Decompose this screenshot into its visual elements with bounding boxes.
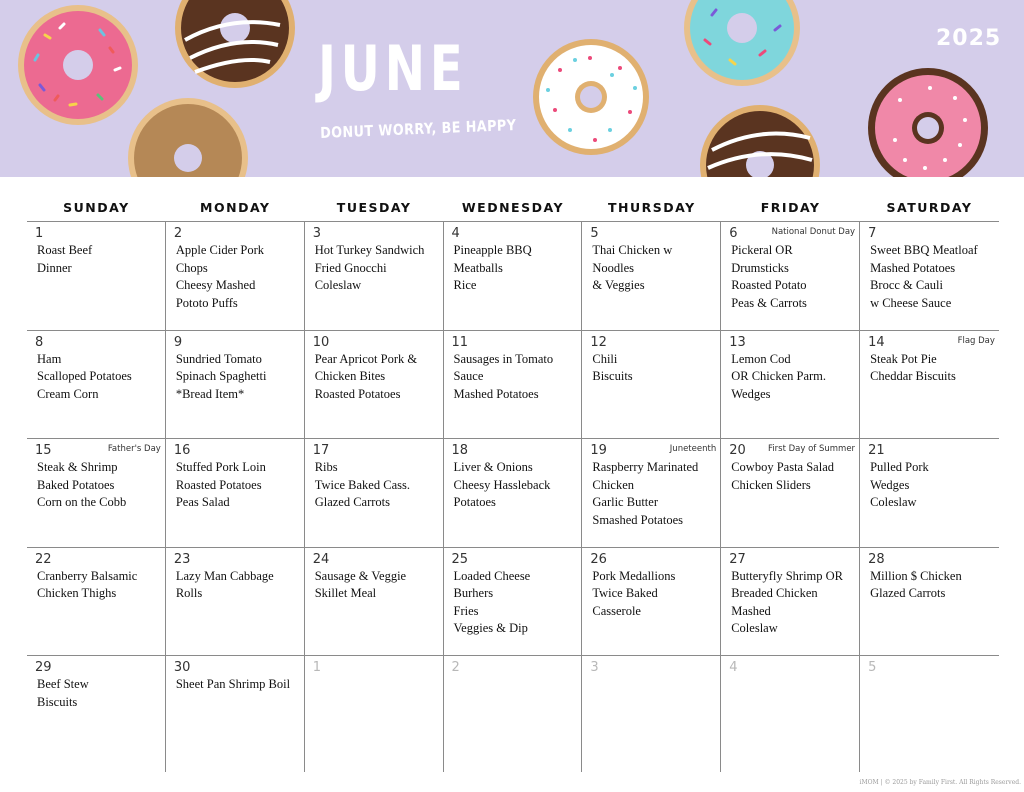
meal-line: Chicken Thighs (37, 586, 117, 601)
meal-line: Cranberry Balsamic (37, 568, 138, 583)
meal-line: Cream Corn (37, 386, 99, 401)
day-number: 12 (590, 334, 607, 350)
day-number: 20 (729, 443, 746, 459)
day-cell (27, 548, 166, 656)
meal-line: Lemon Cod (731, 351, 791, 366)
meal-line: Coleslaw (731, 621, 778, 636)
meal-line: Sausages in Tomato (453, 351, 554, 366)
meal-line: Beef Stew (37, 677, 89, 692)
week-row (27, 331, 999, 440)
day-number: 26 (590, 551, 607, 567)
meal-line: Drumsticks (731, 260, 789, 275)
week-row (27, 548, 999, 657)
meal-line: Mashed (731, 603, 771, 618)
day-number: 4 (451, 226, 460, 241)
day-cell (860, 331, 999, 439)
pink-donut-icon (18, 5, 138, 125)
meal-line: Hot Turkey Sandwich (314, 243, 425, 257)
day-number: 5 (868, 660, 877, 676)
meal-line: Liver & Onions (453, 460, 533, 475)
day-number: 5 (590, 226, 599, 241)
weekday-label: MONDAY (200, 200, 271, 215)
day-number: 14 (868, 334, 885, 350)
meal-line: Wedges (731, 386, 771, 401)
day-number: 29 (35, 660, 52, 676)
day-number: 23 (173, 551, 191, 567)
day-cell (305, 439, 444, 547)
weeks-container (27, 222, 999, 772)
day-cell (582, 331, 721, 439)
day-cell (860, 548, 999, 656)
meal-line: Skillet Meal (314, 586, 377, 601)
day-cell (166, 548, 305, 656)
weekday-label: FRIDAY (760, 200, 821, 215)
day-cell (444, 548, 583, 656)
day-cell (721, 222, 860, 330)
day-number: 18 (451, 443, 469, 459)
meal-line: Butteryfly Shrimp OR (731, 568, 844, 583)
copyright-footer: iMOM | © 2025 by Family First. All Rights Reserved. (859, 779, 1021, 786)
day-cell (721, 656, 860, 772)
meal-line: Thai Chicken w (592, 243, 673, 257)
meal-line: Chops (175, 260, 208, 275)
day-number: 10 (312, 334, 330, 350)
day-number: 17 (312, 443, 330, 459)
meal-line: Corn on the Cobb (37, 495, 127, 510)
meal-line: Meatballs (453, 260, 503, 275)
meal-line: Cheesy Mashed (175, 278, 256, 292)
day-number: 1 (312, 660, 321, 676)
meal-line: Rolls (175, 586, 203, 601)
meal-line: Pickeral OR (731, 243, 793, 257)
meal-line: Sheet Pan Shrimp Boil (175, 677, 291, 692)
day-cell (27, 656, 166, 772)
holiday-label: Juneteenth (669, 444, 717, 455)
day-cell (305, 548, 444, 656)
holiday-label: Flag Day (957, 335, 995, 346)
meal-line: Noodles (592, 260, 635, 275)
meal-line: Rice (453, 278, 477, 292)
meal-line: Casserole (592, 603, 641, 618)
meal-line: Raspberry Marinated (592, 460, 699, 475)
day-cell (721, 439, 860, 547)
meal-line: Roasted Potato (731, 278, 807, 292)
day-number: 25 (451, 551, 469, 567)
day-cell (721, 548, 860, 656)
meal-line: Cheddar Biscuits (870, 369, 956, 384)
day-cell (582, 656, 721, 772)
meal-line: Brocc & Cauli (870, 278, 943, 292)
week-row (27, 656, 999, 772)
meal-line: Loaded Cheese (453, 568, 531, 583)
day-number: 13 (729, 334, 746, 350)
meal-line: Smashed Potatoes (592, 512, 683, 527)
meal-line: Burhers (453, 586, 494, 601)
meal-line: Chili (592, 351, 618, 366)
meal-line: Sweet BBQ Meatloaf (870, 243, 978, 257)
meal-line: Coleslaw (314, 278, 362, 292)
meal-line: Coleslaw (870, 495, 917, 510)
day-cell (27, 331, 166, 439)
meal-line: Biscuits (37, 694, 78, 709)
meal-line: Baked Potatoes (37, 477, 115, 492)
year-label: 2025 (936, 26, 1002, 51)
brown-donut-icon (128, 98, 248, 177)
meal-line: Sauce (453, 369, 484, 384)
meal-line: Potatoes (453, 495, 496, 510)
day-cell (305, 222, 444, 330)
day-cell (582, 439, 721, 547)
day-cell (27, 439, 166, 547)
white-donut-icon (533, 39, 649, 155)
chocolate-donut-icon (175, 0, 295, 88)
meal-line: Cowboy Pasta Salad (731, 460, 834, 475)
meal-line: OR Chicken Parm. (731, 369, 827, 384)
day-cell (166, 331, 305, 439)
day-cell (166, 439, 305, 547)
weekday-header-row (27, 193, 999, 222)
day-number: 19 (590, 443, 607, 459)
day-cell (166, 222, 305, 330)
meal-line: Garlic Butter (592, 495, 658, 510)
meal-line: Roast Beef (37, 243, 93, 257)
day-cell (444, 331, 583, 439)
meal-line: Ribs (314, 460, 338, 475)
holiday-label: First Day of Summer (768, 444, 856, 455)
day-number: 4 (729, 660, 738, 676)
meal-line: Breaded Chicken (731, 586, 818, 601)
meal-line: w Cheese Sauce (870, 295, 952, 310)
day-number: 2 (451, 660, 460, 676)
day-number: 7 (868, 226, 877, 241)
day-cell (27, 222, 166, 330)
meal-line: Twice Baked Cass. (314, 477, 410, 492)
header-banner (0, 0, 1024, 177)
pink-frosted-donut-icon (868, 68, 988, 177)
week-row (27, 439, 999, 548)
teal-donut-icon (684, 0, 800, 86)
meal-line: Apple Cider Pork (175, 243, 265, 257)
meal-line: Steak & Shrimp (37, 460, 118, 475)
meal-line: Twice Baked (592, 586, 658, 601)
meal-line: Mashed Potatoes (870, 260, 956, 275)
day-cell (582, 548, 721, 656)
week-row (27, 222, 999, 331)
meal-line: & Veggies (592, 278, 645, 292)
weekday-label: WEDNESDAY (461, 200, 565, 215)
meal-line: Sausage & Veggie (314, 568, 407, 583)
day-number: 9 (173, 334, 183, 350)
donut-decorations (0, 0, 1024, 177)
day-number: 11 (451, 334, 469, 350)
meal-line: Pineapple BBQ (453, 243, 532, 257)
meal-line: Wedges (870, 477, 910, 492)
day-cell (166, 656, 305, 772)
day-number: 3 (590, 660, 599, 676)
meal-line: Roasted Potatoes (175, 477, 262, 492)
meal-line: Lazy Man Cabbage (175, 568, 274, 583)
meal-line: Pear Apricot Pork & (314, 351, 418, 366)
meal-line: Fries (453, 603, 479, 618)
day-cell (444, 656, 583, 772)
meal-line: Pulled Pork (870, 460, 929, 475)
meal-line: Biscuits (592, 369, 633, 384)
holiday-label: National Donut Day (771, 227, 856, 237)
day-number: 27 (729, 551, 746, 567)
day-number: 8 (35, 334, 44, 350)
meal-line: Ham (37, 351, 62, 366)
weekday-label: SUNDAY (63, 200, 130, 215)
day-number: 16 (173, 443, 191, 459)
weekday-label: TUESDAY (336, 200, 412, 215)
holiday-label: Father's Day (107, 444, 161, 455)
meal-line: Spinach Spaghetti (175, 369, 267, 384)
day-number: 2 (173, 226, 183, 241)
meal-line: Sundried Tomato (175, 351, 262, 366)
meal-line: Glazed Carrots (870, 586, 946, 601)
day-cell (860, 222, 999, 330)
meal-line: Peas Salad (175, 495, 230, 510)
day-number: 3 (312, 226, 321, 241)
meal-line: Mashed Potatoes (453, 386, 539, 401)
day-number: 1 (35, 226, 44, 241)
day-number: 28 (868, 551, 885, 567)
chocolate-striped-donut-icon (700, 105, 820, 177)
meal-line: Pork Medallions (592, 568, 676, 583)
meal-line: Dinner (37, 260, 72, 275)
day-cell (305, 331, 444, 439)
day-number: 22 (35, 551, 52, 567)
meal-line: Roasted Potatoes (314, 386, 401, 401)
meal-line: Chicken (592, 477, 635, 492)
tagline: DONUT WORRY, BE HAPPY (320, 115, 517, 142)
meal-line: Pototo Puffs (175, 295, 238, 310)
day-cell (721, 331, 860, 439)
meal-line: Chicken Bites (314, 369, 386, 384)
meal-line: Stuffed Pork Loin (175, 460, 266, 475)
day-number: 21 (868, 443, 885, 459)
day-cell (444, 222, 583, 330)
month-title: JUNE (318, 32, 468, 105)
weekday-label: THURSDAY (607, 200, 696, 215)
meal-line: Steak Pot Pie (870, 351, 937, 366)
day-number: 24 (312, 551, 330, 567)
calendar-grid (27, 193, 999, 772)
meal-line: Million $ Chicken (870, 568, 962, 583)
day-cell (860, 439, 999, 547)
day-cell (582, 222, 721, 330)
meal-line: Veggies & Dip (453, 621, 528, 636)
meal-line: Fried Gnocchi (314, 260, 387, 275)
day-cell (860, 656, 999, 772)
meal-line: *Bread Item* (175, 386, 245, 401)
meal-line: Chicken Sliders (731, 477, 811, 492)
meal-line: Glazed Carrots (314, 495, 391, 510)
meal-line: Cheesy Hassleback (453, 477, 551, 492)
day-number: 30 (173, 660, 191, 676)
meal-line: Scalloped Potatoes (37, 369, 132, 384)
day-number: 6 (729, 226, 738, 241)
day-cell (444, 439, 583, 547)
day-number: 15 (35, 443, 52, 459)
meal-line: Peas & Carrots (731, 295, 807, 310)
weekday-label: SATURDAY (886, 200, 973, 215)
day-cell (305, 656, 444, 772)
